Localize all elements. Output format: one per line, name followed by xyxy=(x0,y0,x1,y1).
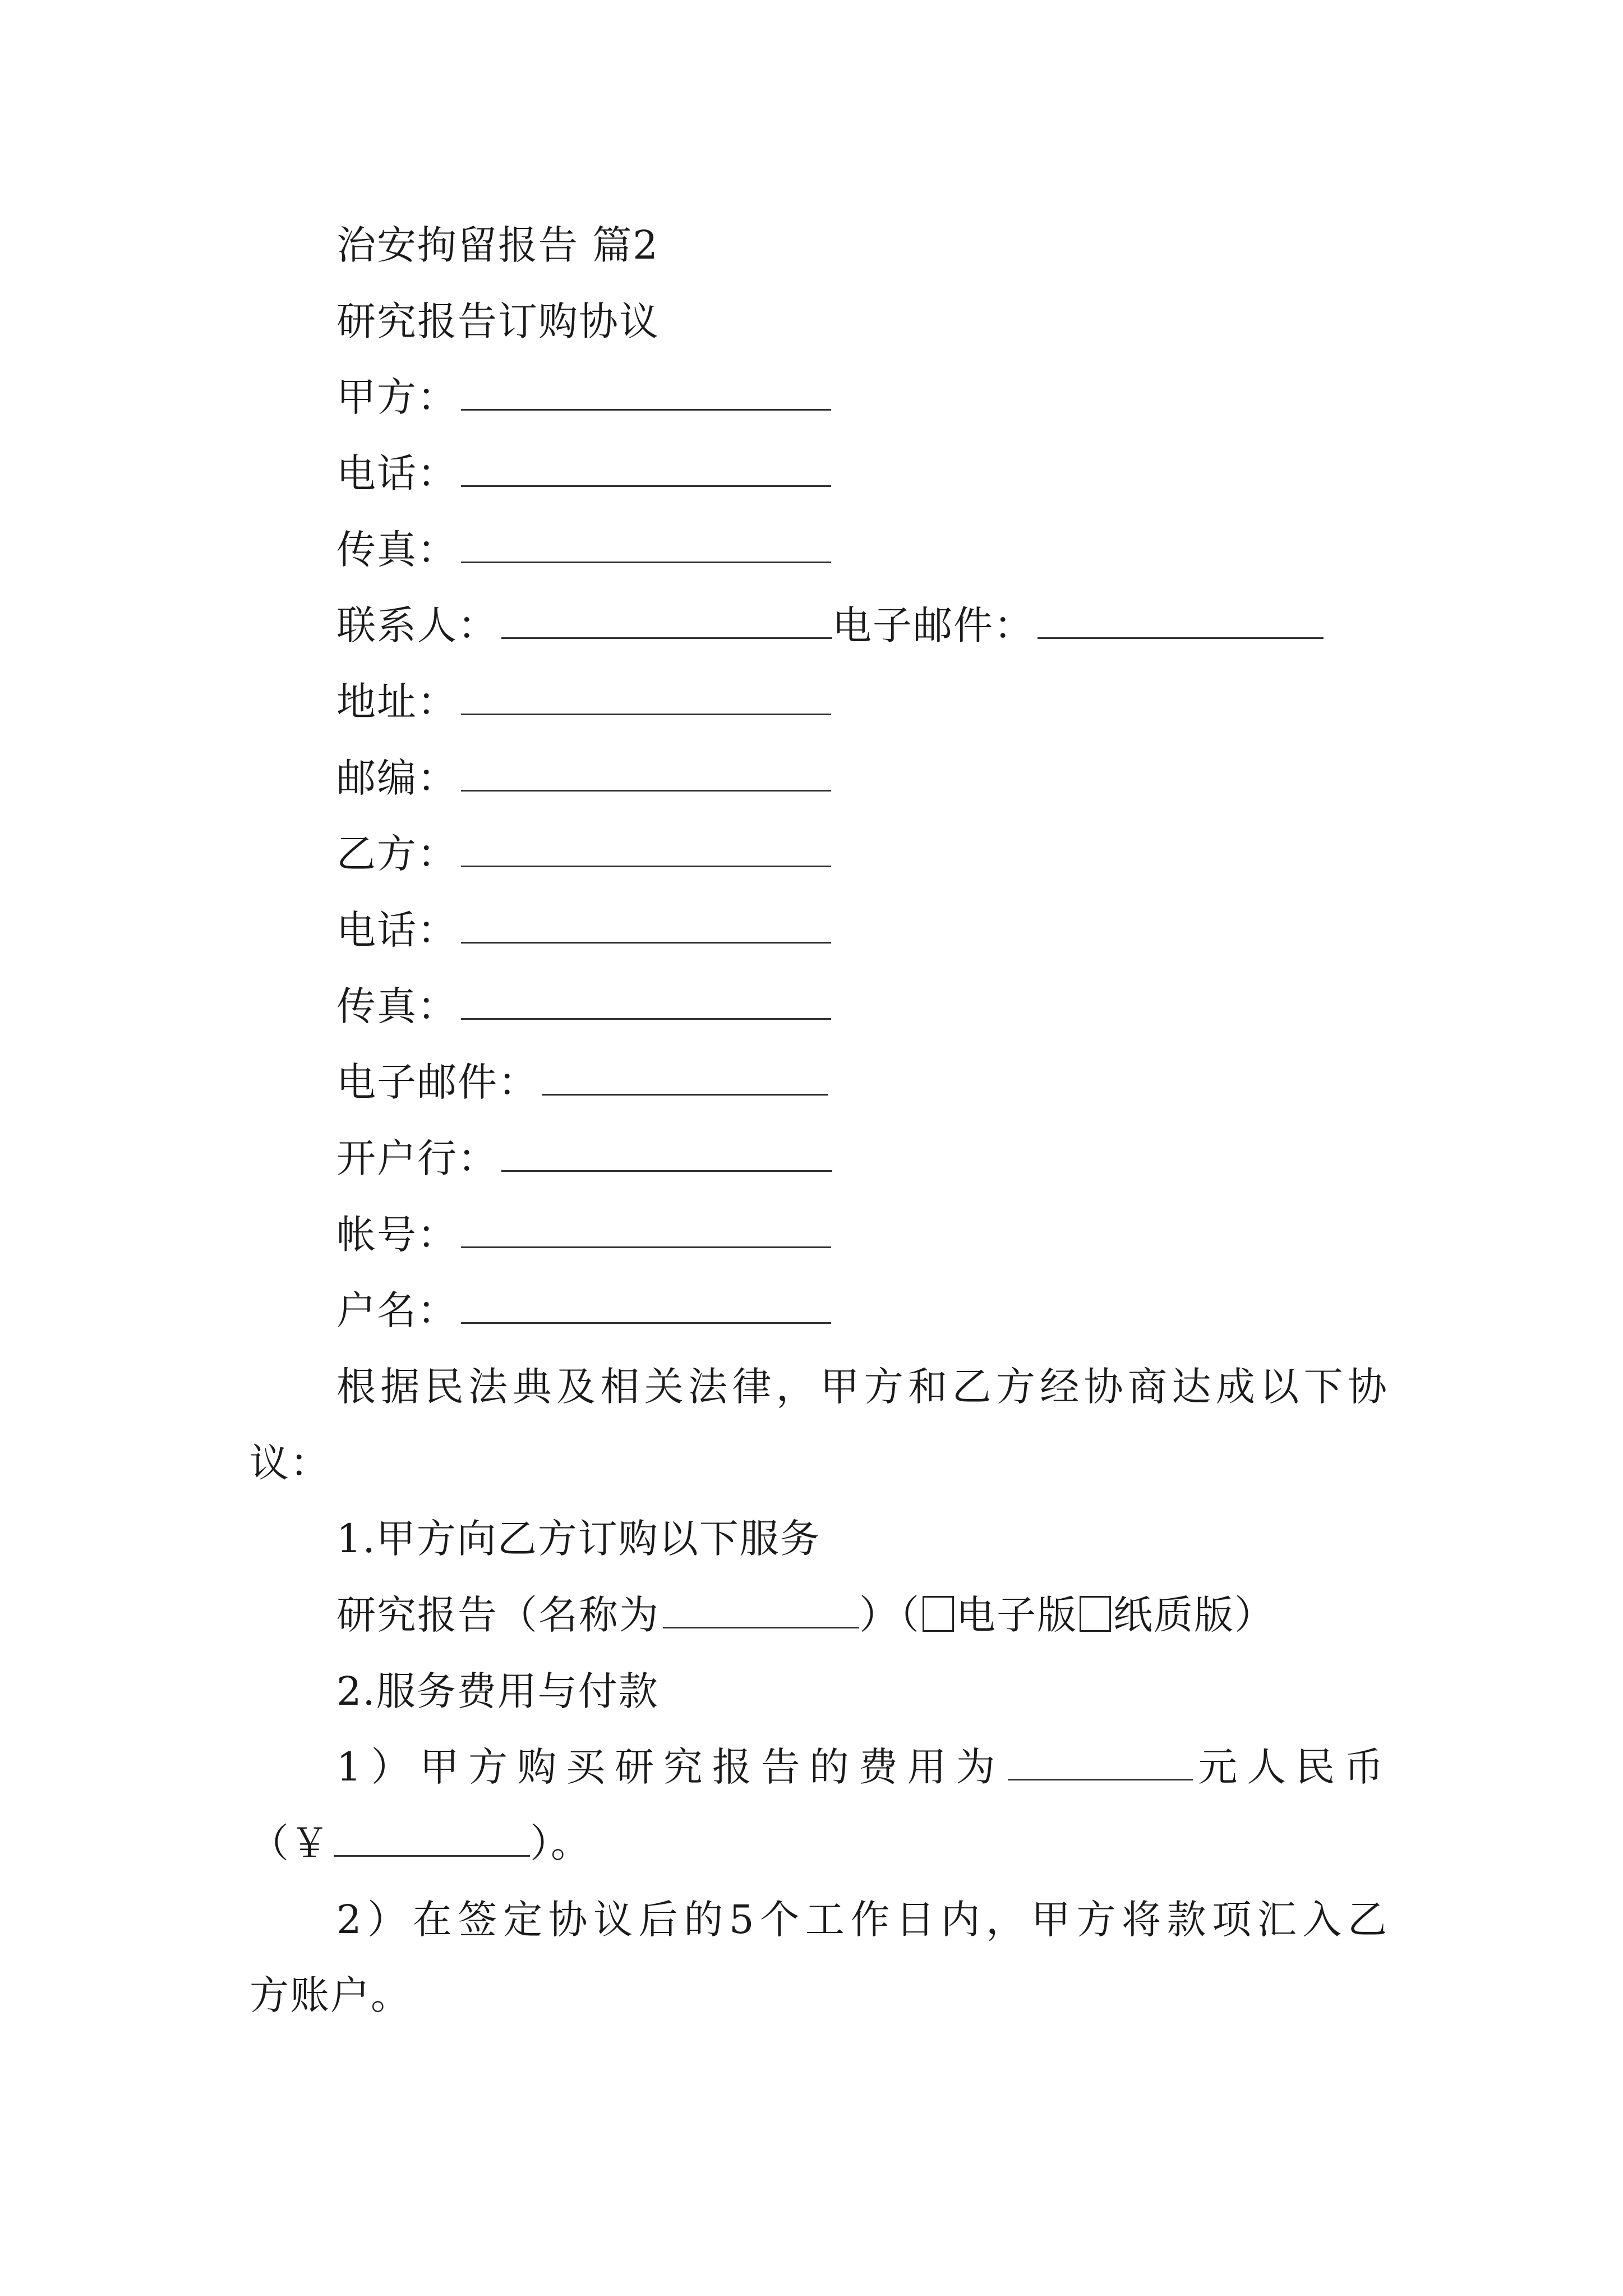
party-a-email-blank xyxy=(1038,600,1324,639)
clause-2-item-1: 1）甲方购买研究报告的费用为 元人民币 xyxy=(336,1742,1388,1792)
party-a-phone-blank xyxy=(461,448,831,487)
clause-2-title: 2.服务费用与付款 xyxy=(336,1668,659,1714)
report-name-blank xyxy=(663,1590,859,1628)
party-b-email-row: 电子邮件： xyxy=(336,1057,828,1107)
party-a-contact-blank xyxy=(501,600,832,639)
party-b-account-name-row: 户名： xyxy=(336,1285,831,1336)
party-b-phone-row: 电话： xyxy=(336,905,831,955)
party-b-email-blank xyxy=(542,1057,828,1096)
document-heading: 治安拘留报告 篇2 xyxy=(336,222,659,268)
party-a-name-blank xyxy=(461,372,831,411)
party-a-postcode-blank xyxy=(461,753,831,792)
clause-2-item-2-cont: 方账户。 xyxy=(250,1972,411,2018)
party-b-account-name-blank xyxy=(461,1285,831,1324)
fee-amount-rmb-blank xyxy=(334,1818,530,1857)
party-a-contact-row: 联系人： 电子邮件： xyxy=(336,600,1324,651)
party-b-fax-blank xyxy=(461,981,831,1020)
party-b-name-row: 乙方： xyxy=(336,829,831,879)
party-b-account-blank xyxy=(461,1209,831,1248)
fee-amount-blank xyxy=(1008,1742,1193,1780)
party-b-fax-row: 传真： xyxy=(336,981,831,1032)
agreement-title: 研究报告订购协议 xyxy=(336,298,660,344)
party-a-phone-row: 电话： xyxy=(336,448,831,499)
intro-paragraph: 根据民法典及相关法律，甲方和乙方经协商达成以下协 xyxy=(336,1364,1388,1410)
clause-2-item-1-cont: （￥ ）。 xyxy=(250,1818,1388,1869)
clause-1-item: 研究报告（名称为 ）（ 电子版 纸质版） xyxy=(336,1590,1275,1640)
party-a-address-blank xyxy=(461,677,831,715)
intro-paragraph-cont: 议： xyxy=(250,1440,330,1486)
party-a-postcode-row: 邮编： xyxy=(336,753,831,803)
party-b-account-row: 帐号： xyxy=(336,1209,831,1260)
party-a-address-row: 地址： xyxy=(336,677,831,727)
party-a-fax-blank xyxy=(461,524,831,563)
party-b-bank-row: 开户行： xyxy=(336,1133,832,1184)
electronic-checkbox xyxy=(923,1596,954,1632)
party-b-name-blank xyxy=(461,829,831,867)
clause-1-title: 1.甲方向乙方订购以下服务 xyxy=(336,1516,820,1562)
party-b-phone-blank xyxy=(461,905,831,944)
clause-2-item-2: 2）在签定协议后的5个工作日内，甲方将款项汇入乙 xyxy=(336,1897,1388,1943)
party-a-fax-row: 传真： xyxy=(336,524,831,575)
party-a-name-row: 甲方： xyxy=(336,372,831,422)
party-b-bank-blank xyxy=(501,1133,832,1172)
paper-checkbox xyxy=(1080,1596,1111,1632)
